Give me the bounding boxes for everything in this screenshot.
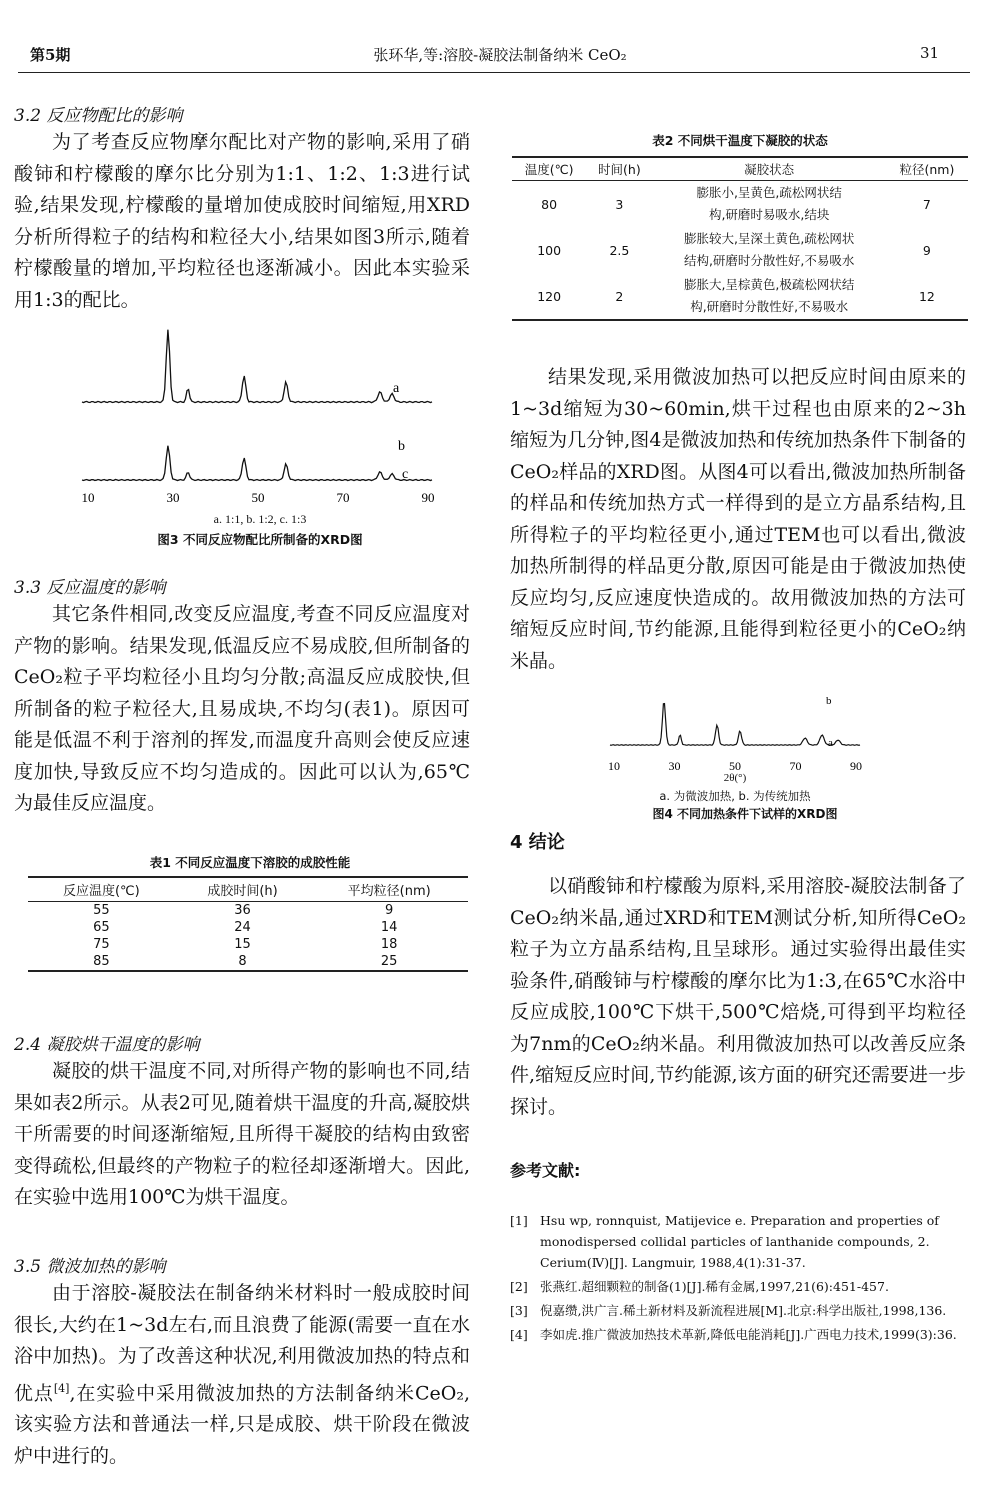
section-3-5-body: 由于溶胶-凝胶法在制备纳米材料时一般成胶时间很长,大约在1~3d左右,而且浪费了能源(需要一直在水浴中加热)。为了改善这种状况,利用微波加热的特点和优点[4],在实验中采用微波加热的方法制备纳米CeO₂,该实验方法和普通法一样,只是成胶、烘干阶段在微波炉中进行的。 [14, 1282, 470, 1467]
tick-label: 70 [336, 490, 350, 505]
section-2-4-body: 凝胶的烘干温度不同,对所得产物的影响也不同,结果如表2所示。从表2可见,随着烘干温度的升高,凝胶烘干所需要的时间逐渐缩短,且所得干凝胶的结构由致密变得疏松,但最终的产物粒子的粒径却逐渐增大。因此,在实验中选用100℃为烘干温度。 [14, 1060, 470, 1208]
section-4-body: 以硝酸铈和柠檬酸为原料,采用溶胶-凝胶法制备了CeO₂纳米晶,通过XRD和TEM测试分析,知所得CeO₂粒子为立方晶系结构,且呈球形。通过实验得出最佳实验条件,硝酸铈与柠檬酸的摩尔比为1:3,在65℃水浴中反应成胶,100℃下烘干,500℃焙烧,可得到平均粒径为7nm的CeO₂纳米晶。利用微波加热可以改善反应条件,缩短反应时间,节约能源,该方面的研究还需要进一步探讨。 [510, 875, 966, 1118]
table2 [512, 156, 968, 321]
tick-label: 30 [166, 490, 180, 505]
section-3-5-title: 3.5 微波加热的影响 [14, 1257, 166, 1277]
references-list [510, 1210, 966, 1348]
section-3-3-body: 其它条件相同,改变反应温度,考查不同反应温度对产物的影响。结果发现,低温反应不易成胶,但所制备的CeO₂粒子平均粒径小且均匀分散;高温反应成胶快,但所制备的粒子粒径大,且易成块,不均匀(表1)。原因可能是低温不利于溶剂的挥发,而温度升高则会使反应速度加快,导致反应不均匀造成的。因此可以认为,65℃为最佳反应温度。 [14, 603, 470, 814]
fig4-series-b-label: b [826, 695, 832, 707]
tick-label: 10 [81, 490, 95, 505]
tick-label: 90 [850, 759, 862, 773]
section-3-5-result-body: 结果发现,采用微波加热可以把反应时间由原来的1~3d缩短为30~60min,烘干过程也由原来的2~3h缩短为几分钟,图4是微波加热和传统加热条件下制备的CeO₂样品的XRD图。从图4可以看出,微波加热所制备的样品和传统加热方式一样得到的是立方晶系结构,且所得粒子的平均粒径更小,通过TEM也可以看出,微波加热所制得的样品更分散,原因可能是由于微波加热使反应均匀,反应速度快造成的。故用微波加热的方法可缩短反应时间,节约能源,且能得到粒径更小的CeO₂纳米晶。 [510, 366, 966, 672]
issue-number: 第5期 [30, 46, 71, 64]
fig3-tick-labels [82, 490, 435, 505]
fig4-series-a-line [610, 704, 860, 746]
reference-item: [2] 张燕红.超细颗粒的制备(1)[J].稀有金属,1997,21(6):451-457. [510, 1279, 889, 1294]
fig4-legend: a. 为微波加热, b. 为传统加热 [659, 789, 811, 803]
running-title: 张环华,等:溶胶-凝胶法制备纳米 CeO₂ [373, 46, 627, 64]
fig4-caption: 图4 不同加热条件下试样的XRD图 [652, 807, 838, 821]
reference-item: [1] Hsu wp, ronnquist, Matijevice e. Preparation and properties of monodispersed collidal particles of lanthanide compounds, 2. Cerium(Ⅳ)[J]. Langmuir, 1988,4(1):31-37. [510, 1213, 939, 1270]
section-3-2-body: 为了考查反应物摩尔配比对产物的影响,采用了硝酸铈和柠檬酸的摩尔比分别为1:1、1:2、1:3进行试验,结果发现,柠檬酸的量增加使成胶时间缩短,用XRD分析所得粒子的结构和粒径大小,结果如图3所示,随着柠檬酸量的增加,平均粒径也逐渐减小。因此本实验采用1:3的配比。 [14, 131, 470, 311]
table-row: 65 24 14 [93, 920, 398, 935]
fig3-series-a-label: a [393, 381, 400, 396]
section-4-title: 4 结论 [510, 832, 565, 853]
table1 [28, 876, 468, 972]
fig3-series-a-line [82, 330, 432, 403]
tick-label: 50 [251, 490, 265, 505]
table2-caption: 表2 不同烘干温度下凝胶的状态 [652, 133, 828, 148]
tick-label: 70 [789, 759, 802, 773]
fig3-series-c-label: c [402, 467, 409, 482]
reference-item: [4] 李如虎.推广微波加热技术革新,降低电能消耗[J].广西电力技术,1999(3):36. [510, 1327, 957, 1342]
table-row: 120 2 膨胀大,呈棕黄色,极疏松网状结 构,研磨时分散性好,不易吸水 12 [512, 273, 968, 320]
tick-label: 30 [668, 759, 681, 773]
table1-header: 成胶时间(h) [175, 877, 311, 902]
header-rule [18, 72, 970, 73]
table1-header: 平均粒径(nm) [310, 877, 468, 902]
tick-label: 50 [729, 759, 741, 773]
references-title: 参考文献: [510, 1161, 581, 1180]
citation-4: [4] [53, 1381, 70, 1395]
page-number: 31 [920, 44, 940, 62]
fig3-series-b-line [82, 446, 432, 481]
table2-header: 粒径(nm) [886, 157, 968, 181]
table-row: 75 15 18 [93, 937, 398, 952]
table-row: 80 3 膨胀小,呈黄色,疏松网状结 构,研磨时易吸水,结块 7 [541, 185, 931, 222]
figure-3-xrd-chart [70, 320, 450, 515]
table2-header: 凝胶状态 [653, 157, 886, 181]
table-row: 100 2.5 膨胀较大,呈深土黄色,疏松网状 结构,研磨时分散性好,不易吸水 9 [537, 231, 931, 268]
tick-label: 90 [421, 490, 435, 505]
section-2-4-title: 2.4 凝胶烘干温度的影响 [14, 1035, 200, 1055]
table1-header: 反应温度(℃) [28, 877, 175, 902]
tick-label: 10 [608, 759, 620, 773]
reference-item: [3] 倪嘉缵,洪广言.稀土新材料及新流程进展[M].北京:科学出版社,1998,136. [510, 1303, 947, 1318]
section-3-3-title: 3.3 反应温度的影响 [14, 578, 166, 598]
fig4-series-a-label: a [828, 737, 833, 749]
table-row: 55 36 9 [93, 903, 394, 918]
table2-header: 温度(℃) [512, 157, 586, 181]
table2-header: 时间(h) [586, 157, 652, 181]
fig4-tick-labels [608, 759, 862, 773]
fig3-legend: a. 1:1, b. 1:2, c. 1:3 [213, 512, 307, 526]
fig4-xlabel: 2θ(°) [723, 772, 747, 784]
section-3-2-title: 3.2 反应物配比的影响 [14, 106, 183, 126]
table-row: 85 8 25 [28, 953, 468, 971]
fig3-caption: 图3 不同反应物配比所制备的XRD图 [157, 532, 363, 547]
fig3-series-b-label: b [398, 439, 405, 454]
table1-caption: 表1 不同反应温度下溶胶的成胶性能 [149, 855, 351, 870]
